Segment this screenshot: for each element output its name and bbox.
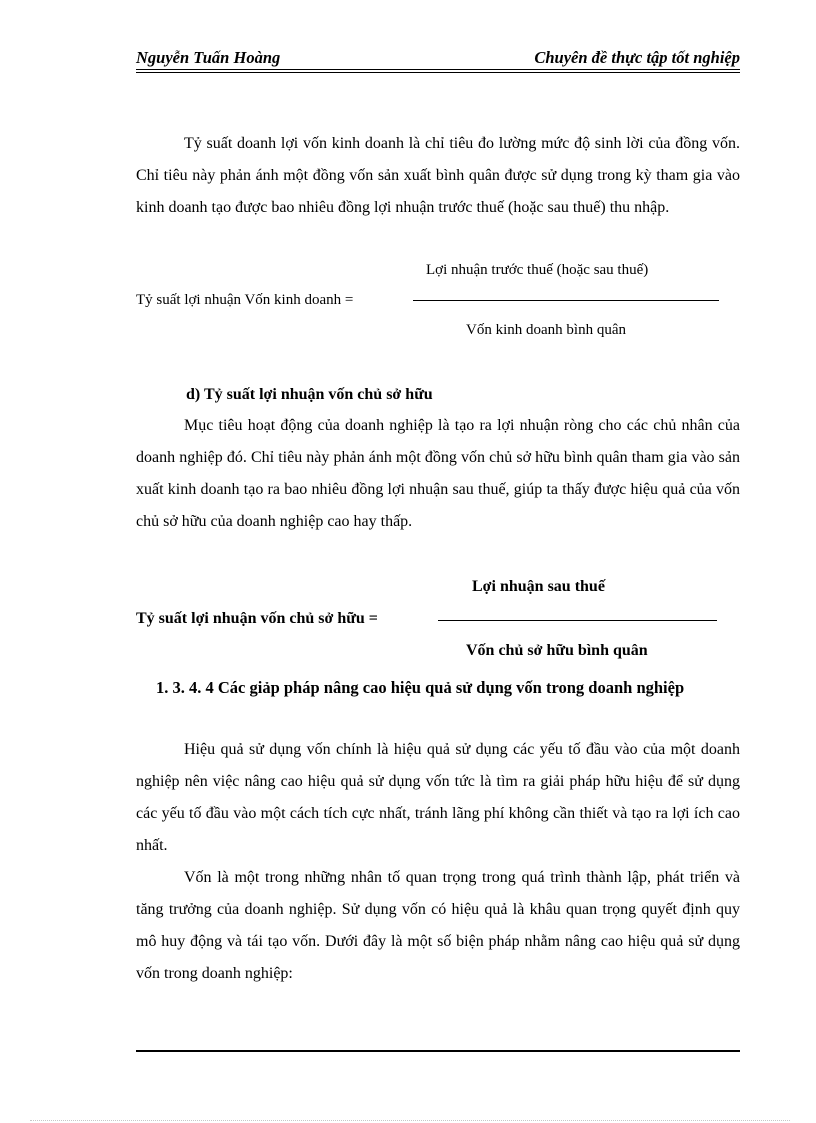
formula1-fraction-bar <box>413 300 719 301</box>
section-heading: 1. 3. 4. 4 Các giảp pháp nâng cao hiệu quả sử dụng vốn trong doanh nghiệp <box>156 678 685 697</box>
formula1-denominator: Vốn kinh doanh bình quân <box>466 322 626 338</box>
formula2-denominator: Vốn chủ sở hữu bình quân <box>466 642 648 659</box>
formula2-fraction-bar <box>438 620 717 621</box>
paragraph-efficiency: Hiệu quả sử dụng vốn chính là hiệu quả sử dụng các yếu tố đầu vào của một doanh nghiệp nên việc nâng cao hiệu quả sử dụng vốn tức là tìm ra giải pháp hữu hiệu để sử dụng các yếu tố đầu vào một cách tích cực nhất, tránh lãng phí không cần thiết và tạo ra lợi ích cao nhất. <box>136 741 740 854</box>
heading-d: d) Tỷ suất lợi nhuận vốn chủ sở hữu <box>186 386 433 403</box>
formula1-label: Tỷ suất lợi nhuận Vốn kinh doanh = <box>136 292 354 308</box>
formula2-numerator: Lợi nhuận sau thuế <box>472 578 605 595</box>
paragraph-equity-return: Mục tiêu hoạt động của doanh nghiệp là tạo ra lợi nhuận ròng cho các chủ nhân của doanh nghiệp đó. Chỉ tiêu này phản ánh một đồng vốn chủ sở hữu bình quân tham gia vào sản xuất kinh doanh tạo ra bao nhiêu đồng lợi nhuận sau thuế, giúp ta thấy được hiệu quả của vốn chủ sở hữu của doanh nghiệp cao hay thấp. <box>136 417 740 530</box>
header-author: Nguyễn Tuấn Hoàng <box>136 48 281 67</box>
paragraph-capital-importance: Vốn là một trong những nhân tố quan trọng trong quá trình thành lập, phát triển và tăng trưởng của doanh nghiệp. Sử dụng vốn có hiệu quả là khâu quan trọng quyết định quy mô huy động và tái tạo vốn. Dưới đây là một số biện pháp nhằm nâng cao hiệu quả sử dụng vốn trong doanh nghiệp: <box>136 869 740 982</box>
page-header <box>136 48 740 70</box>
footer-rule <box>136 1050 740 1052</box>
formula1-numerator: Lợi nhuận trước thuế (hoặc sau thuế) <box>426 262 649 278</box>
paragraph-business-capital-return: Tỷ suất doanh lợi vốn kinh doanh là chỉ tiêu đo lường mức độ sinh lời của đồng vốn. Chỉ tiêu này phản ánh một đồng vốn sản xuất bình quân được sử dụng trong kỳ tham gia vào kinh doanh tạo được bao nhiêu đồng lợi nhuận trước thuế (hoặc sau thuế) thu nhập. <box>136 135 740 216</box>
formula2-label: Tỷ suất lợi nhuận vốn chủ sở hữu = <box>136 610 378 627</box>
page-edge-dotted-line <box>30 1120 790 1121</box>
header-document-title: Chuyên đề thực tập tốt nghiệp <box>534 48 740 67</box>
header-rule <box>136 69 740 73</box>
